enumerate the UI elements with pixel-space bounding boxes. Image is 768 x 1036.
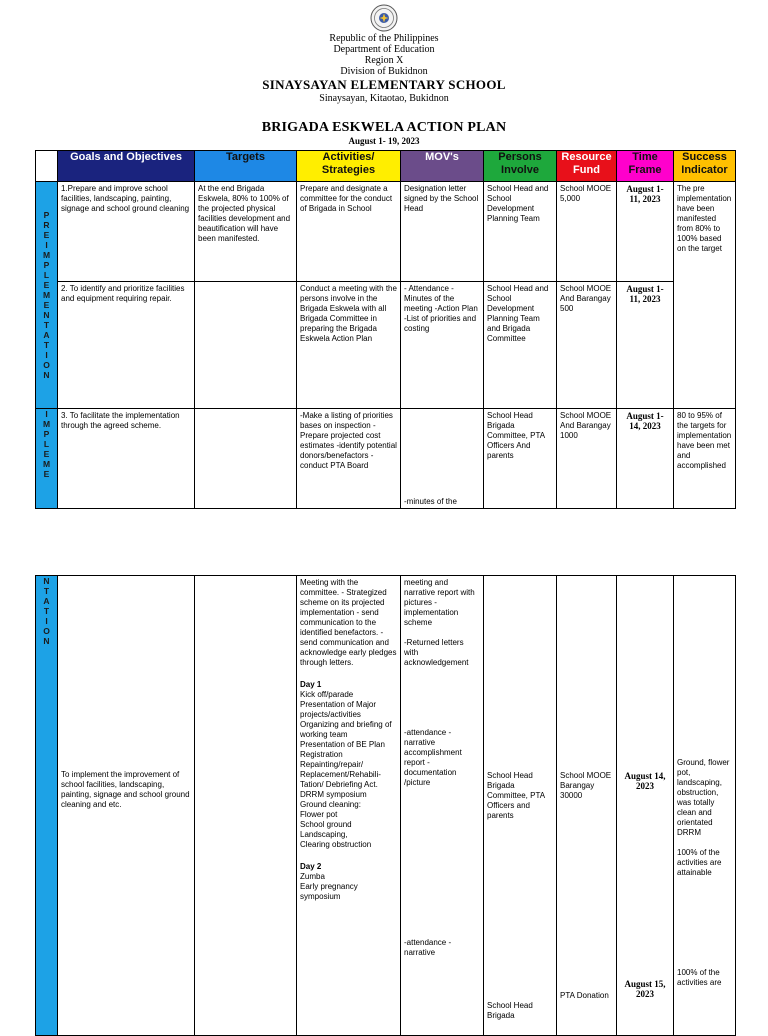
day1-item: Presentation of BE Plan xyxy=(300,740,385,749)
resource-header-line2: Fund xyxy=(573,164,600,176)
phase-letter: N xyxy=(43,310,50,320)
phase-pre-implementation xyxy=(36,182,58,409)
fund-cell: School MOOE And Barangay 500 xyxy=(557,282,617,409)
phase-letter: M xyxy=(42,250,51,260)
day2-success: 100% of the activities are xyxy=(677,968,722,987)
phase-letter: M xyxy=(42,459,51,469)
phase-letter: O xyxy=(43,360,50,370)
date-range: August 1- 19, 2023 xyxy=(348,136,420,146)
phase-letter: I xyxy=(45,350,48,360)
phase-letter: M xyxy=(42,290,51,300)
letterhead xyxy=(0,33,768,104)
mov-cell: - Attendance -Minutes of the meeting -Action Plan -List of priorities and costing xyxy=(401,282,484,409)
table-row xyxy=(36,409,736,509)
success-header-line1: Success xyxy=(682,151,727,163)
time-frame-cell: August 1- 11, 2023 xyxy=(617,182,674,282)
day1-item: Kick off/parade xyxy=(300,690,354,699)
phase-letter: P xyxy=(43,429,50,439)
phase-letter: L xyxy=(43,439,50,449)
table-header-row xyxy=(36,151,736,182)
target-cell xyxy=(195,282,297,409)
target-cell xyxy=(195,409,297,509)
activities-header xyxy=(297,151,401,182)
goal-four-text: To implement the improvement of school facilities, landscaping, painting, signage and school ground cleaning and etc. xyxy=(61,770,190,809)
target-cell xyxy=(195,576,297,1036)
resource-header xyxy=(557,151,617,182)
phase-letter: N xyxy=(43,636,50,646)
persons-header-line1: Persons xyxy=(498,151,542,163)
blank-header-cell xyxy=(36,151,58,182)
time-frame-cell: August 1- 11, 2023 xyxy=(617,282,674,409)
activity-cell xyxy=(297,576,401,1036)
day1-fund: School MOOE Barangay 30000 xyxy=(560,771,612,800)
mov-cell xyxy=(401,576,484,1036)
phase-letter: E xyxy=(43,469,50,479)
phase-letter: P xyxy=(43,260,50,270)
timeframe-header-line2: Frame xyxy=(628,164,662,176)
goal-cell: 1.Prepare and improve school facilities, landscaping, painting, signage and school ground cleaning xyxy=(58,182,195,282)
success-header-line2: Indicator xyxy=(681,164,728,176)
day1-time: August 14, 2023 xyxy=(624,771,666,791)
phase-letter: N xyxy=(43,576,50,586)
day1-mov: -attendance -narrative accomplishment report -documentation /picture xyxy=(404,728,462,787)
goal-cell xyxy=(58,576,195,1036)
day1-item: Flower pot xyxy=(300,810,338,819)
day2-label: Day 2 xyxy=(300,862,322,871)
day1-item: School ground xyxy=(300,820,352,829)
activity-cell: -Make a listing of priorities bases on inspection -Prepare projected cost estimates -identify potential donors/benefactors - conduct PTA Board xyxy=(297,409,401,509)
phase-letter: T xyxy=(43,320,50,330)
day1-item: Presentation of Major projects/activities xyxy=(300,700,377,719)
mov-cell: Designation letter signed by the School Head xyxy=(401,182,484,282)
action-plan-table-continued xyxy=(35,575,736,1036)
table-row xyxy=(36,282,736,409)
targets-header: Targets xyxy=(195,151,297,182)
action-plan-table xyxy=(35,150,736,509)
phase-implementation-bottom xyxy=(36,576,58,1036)
day1-label: Day 1 xyxy=(300,680,322,689)
phase-implementation-top xyxy=(36,409,58,509)
day1-item: Repainting/repair/ Replacement/Rehabili-Tation/ Debriefing Act. xyxy=(300,760,381,789)
day1-success: Ground, flower pot, landscaping, obstruction, was totally clean and orientated DRRM xyxy=(677,758,730,837)
activity-cell: Conduct a meeting with the persons involve in the Brigada Eskwela with all Brigada Committee in preparing the Brigada Eskwela Action Plan xyxy=(297,282,401,409)
day2-fund: PTA Donation xyxy=(560,991,609,1000)
day1-persons: School Head Brigada Committee, PTA Officers and parents xyxy=(487,771,545,820)
day1-item: DRRM symposium xyxy=(300,790,367,799)
phase-letter: I xyxy=(45,616,48,626)
phase-letter: L xyxy=(43,270,50,280)
phase-letter: A xyxy=(43,330,50,340)
fund-cell xyxy=(557,576,617,1036)
success-cell: 80 to 95% of the targets for implementation have been met and accomplished xyxy=(674,409,736,509)
day1-item: Registration xyxy=(300,750,343,759)
school-address: Sinaysayan, Kitaotao, Bukidnon xyxy=(319,93,449,104)
phase-letter: I xyxy=(45,409,48,419)
republic-line: Republic of the Philippines xyxy=(329,33,439,44)
phase-letter: I xyxy=(45,240,48,250)
success-header xyxy=(674,151,736,182)
timeframe-header xyxy=(617,151,674,182)
time-frame-cell xyxy=(617,576,674,1036)
day1-success-rate: 100% of the activities are attainable xyxy=(677,848,722,877)
day1-item: Ground cleaning: xyxy=(300,800,361,809)
movs-header: MOV's xyxy=(401,151,484,182)
phase-letter: E xyxy=(43,449,50,459)
phase-letter: T xyxy=(43,586,50,596)
region-line: Region X xyxy=(364,55,404,66)
day1-item: Organizing and briefing of working team xyxy=(300,720,392,739)
phase-letter: A xyxy=(43,596,50,606)
day2-item: Zumba xyxy=(300,872,325,881)
phase-letter: T xyxy=(43,606,50,616)
activity-continued-text: Meeting with the committee. - Strategized scheme on its projected implementation - send communication to the identified benefactors. -send communication and acknowledge early pledges through letters. xyxy=(300,578,397,667)
timeframe-header-line1: Time xyxy=(632,151,658,163)
persons-cell: School Head and School Development Planning Team xyxy=(484,182,557,282)
mov-returned-letters: -Returned letters with acknowledgement xyxy=(404,638,469,667)
day2-item: symposium xyxy=(300,892,341,901)
division-line: Division of Bukidnon xyxy=(340,66,428,77)
phase-letter: R xyxy=(43,220,50,230)
phase-letter: E xyxy=(43,300,50,310)
phase-letter: N xyxy=(43,370,50,380)
title-block xyxy=(0,120,768,146)
mov-cell xyxy=(401,409,484,509)
phase-letter: E xyxy=(43,230,50,240)
phase-letter: E xyxy=(43,280,50,290)
table-row xyxy=(36,576,736,1036)
day1-item: Landscaping, xyxy=(300,830,348,839)
table-row xyxy=(36,182,736,282)
phase-letter: T xyxy=(43,340,50,350)
day2-time: August 15, 2023 xyxy=(624,979,666,999)
persons-header xyxy=(484,151,557,182)
success-cell xyxy=(674,576,736,1036)
goal-cell: 3. To facilitate the implementation through the agreed scheme. xyxy=(58,409,195,509)
resource-header-line1: Resource xyxy=(561,151,612,163)
persons-header-line2: Involve xyxy=(501,164,539,176)
goals-header: Goals and Objectives xyxy=(58,151,195,182)
persons-cell: School Head Brigada Committee, PTA Officers And parents xyxy=(484,409,557,509)
mov-continued-text: meeting and narrative report with pictures - implementation scheme xyxy=(404,578,475,627)
goal-cell: 2. To identify and prioritize facilities and equipment requiring repair. xyxy=(58,282,195,409)
school-name: SINAYSAYAN ELEMENTARY SCHOOL xyxy=(262,77,506,92)
phase-letter: O xyxy=(43,626,50,636)
day2-item: Early pregnancy xyxy=(300,882,358,891)
day2-mov: -attendance -narrative xyxy=(404,938,452,957)
document-title: BRIGADA ESKWELA ACTION PLAN xyxy=(261,120,507,135)
phase-letter: M xyxy=(42,419,51,429)
fund-cell: School MOOE And Barangay 1000 xyxy=(557,409,617,509)
target-cell: At the end Brigada Eskwela, 80% to 100% of the projected physical facilities development and beautification will have been manifested. xyxy=(195,182,297,282)
fund-cell: School MOOE 5,000 xyxy=(557,182,617,282)
mov-continued-text: -minutes of the xyxy=(404,497,457,506)
activities-header-line1: Activities/ xyxy=(322,151,375,163)
department-line: Department of Education xyxy=(333,44,435,55)
deped-seal-icon xyxy=(370,4,398,32)
activity-cell: Prepare and designate a committee for the conduct of Brigada in School xyxy=(297,182,401,282)
success-cell: The pre implementation have been manifested from 80% to 100% based on the target xyxy=(674,182,736,409)
time-frame-cell: August 1- 14, 2023 xyxy=(617,409,674,509)
day1-item: Clearing obstruction xyxy=(300,840,372,849)
activities-header-line2: Strategies xyxy=(321,164,376,176)
day2-persons: School Head Brigada xyxy=(487,1001,533,1020)
persons-cell xyxy=(484,576,557,1036)
persons-cell: School Head and School Development Planning Team and Brigada Committee xyxy=(484,282,557,409)
phase-letter: P xyxy=(43,210,50,220)
